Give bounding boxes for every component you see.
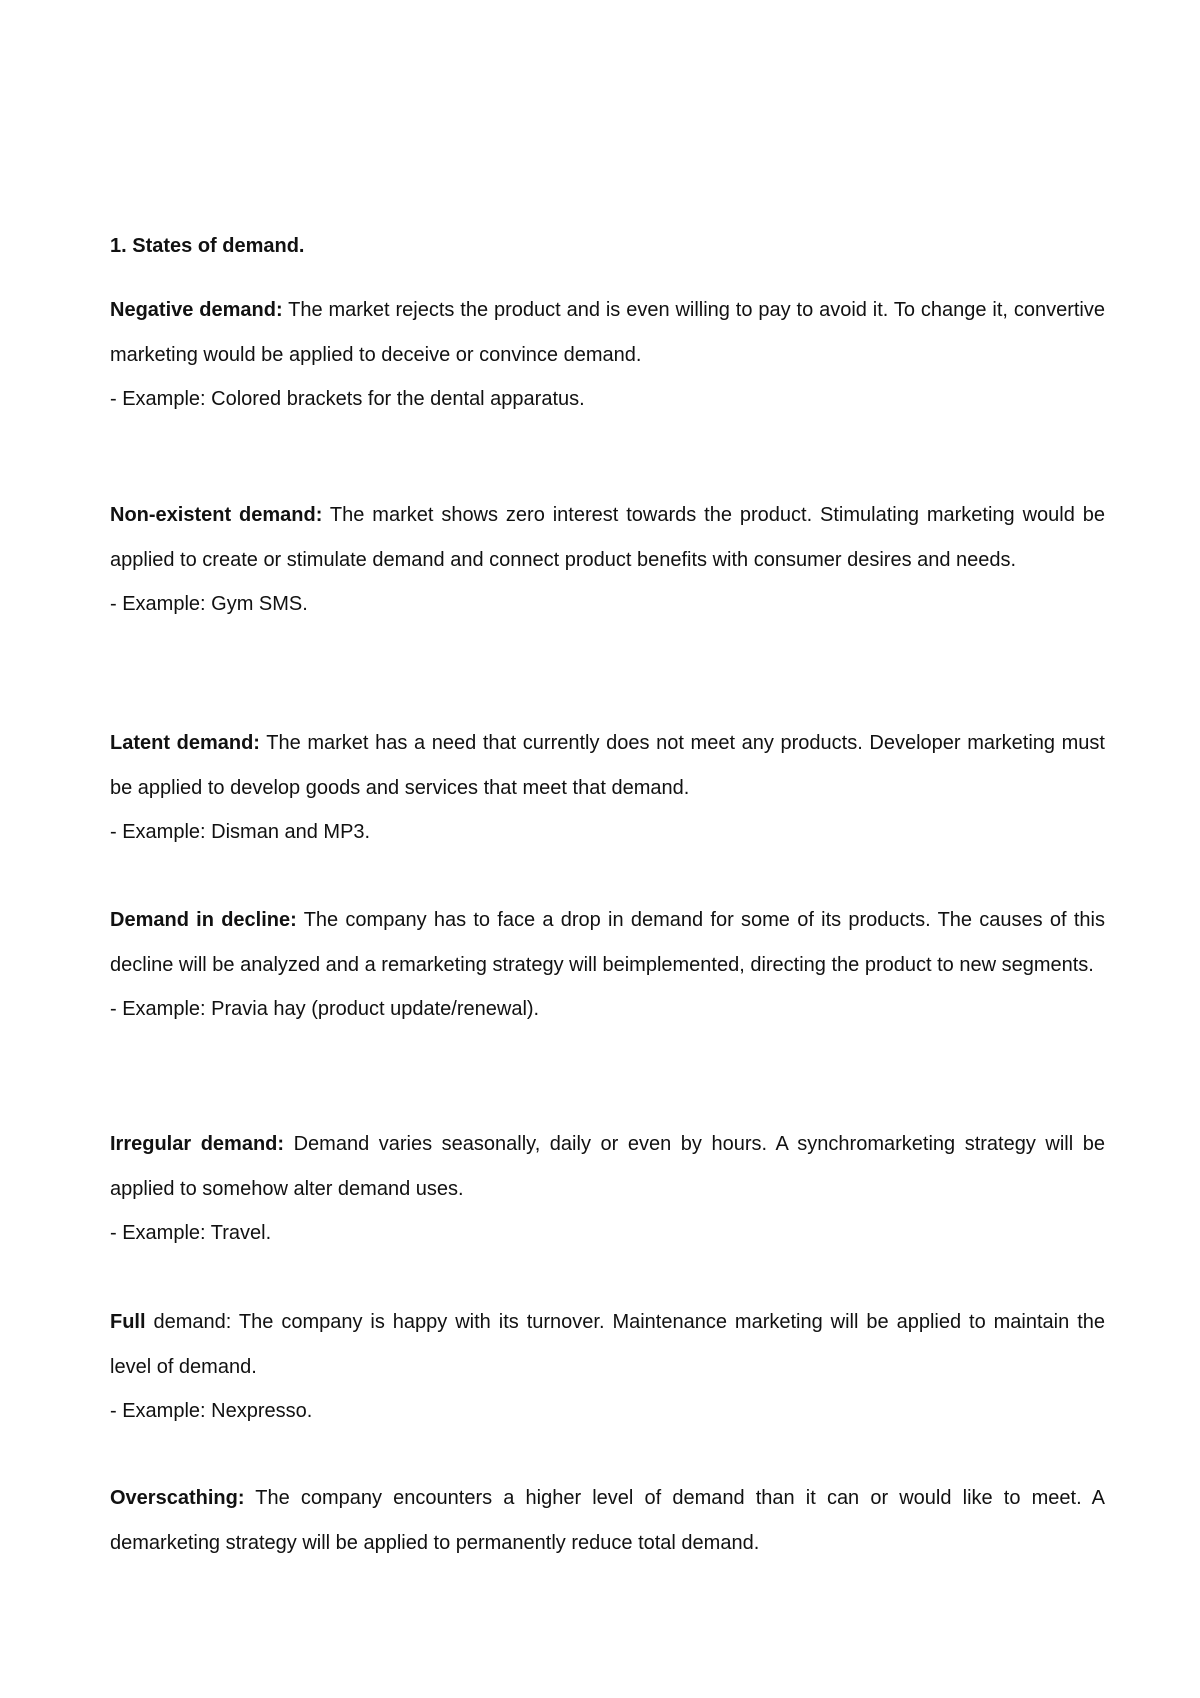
section-overscathing — [110, 1476, 1105, 1565]
section-term-rest: demand: — [145, 1311, 232, 1333]
section-term: Negative demand: — [110, 299, 283, 321]
section-paragraph — [110, 493, 1105, 582]
section-text: Demand varies seasonally, daily or even by hours. A synchromarketing strategy will be applied to somehow alter demand uses. — [110, 1133, 1105, 1200]
section-example: - Example: Pravia hay (product update/renewal). — [110, 998, 540, 1020]
section-paragraph — [110, 898, 1105, 987]
section-text: The company encounters a higher level of demand than it can or would like to meet. A demarketing strategy will be applied to permanently reduce total demand. — [110, 1487, 1105, 1554]
section-paragraph — [110, 1122, 1105, 1211]
section-example: - Example: Nexpresso. — [110, 1400, 313, 1422]
section-term: Non-existent demand: — [110, 504, 323, 526]
section-non-existent-demand — [110, 493, 1105, 627]
section-demand-in-decline — [110, 898, 1105, 1032]
section-paragraph — [110, 1300, 1105, 1389]
section-text: The market shows zero interest towards the product. Stimulating marketing would be applied to create or stimulate demand and connect product benefits with consumer desires and needs. — [110, 504, 1105, 571]
section-text: The market rejects the product and is even willing to pay to avoid it. To change it, convertive marketing would be applied to deceive or convince demand. — [110, 299, 1106, 366]
section-term: Full — [110, 1311, 146, 1333]
section-paragraph — [110, 288, 1105, 377]
section-example: - Example: Colored brackets for the dental apparatus. — [110, 388, 585, 410]
section-example: - Example: Gym SMS. — [110, 593, 308, 615]
section-text: The market has a need that currently does not meet any products. Developer marketing must be applied to develop goods and services that meet that demand. — [110, 732, 1105, 799]
section-term: Irregular demand: — [110, 1133, 285, 1155]
section-example: - Example: Disman and MP3. — [110, 821, 371, 843]
section-paragraph — [110, 721, 1105, 810]
section-text: The company has to face a drop in demand for some of its products. The causes of this decline will be analyzed and a remarketing strategy will beimplemented, directing the product to new segments. — [110, 909, 1105, 976]
section-full-demand — [110, 1300, 1105, 1434]
section-term: Latent demand: — [110, 732, 260, 754]
document-title: 1. States of demand. — [110, 235, 305, 257]
section-term: Overscathing: — [110, 1487, 245, 1509]
section-irregular-demand — [110, 1122, 1105, 1256]
section-negative-demand — [110, 288, 1105, 422]
section-latent-demand — [110, 721, 1105, 855]
section-paragraph — [110, 1476, 1105, 1565]
section-example: - Example: Travel. — [110, 1222, 272, 1244]
section-text: The company is happy with its turnover. Maintenance marketing will be applied to maintain the level of demand. — [110, 1311, 1105, 1378]
section-term: Demand in decline: — [110, 909, 297, 931]
